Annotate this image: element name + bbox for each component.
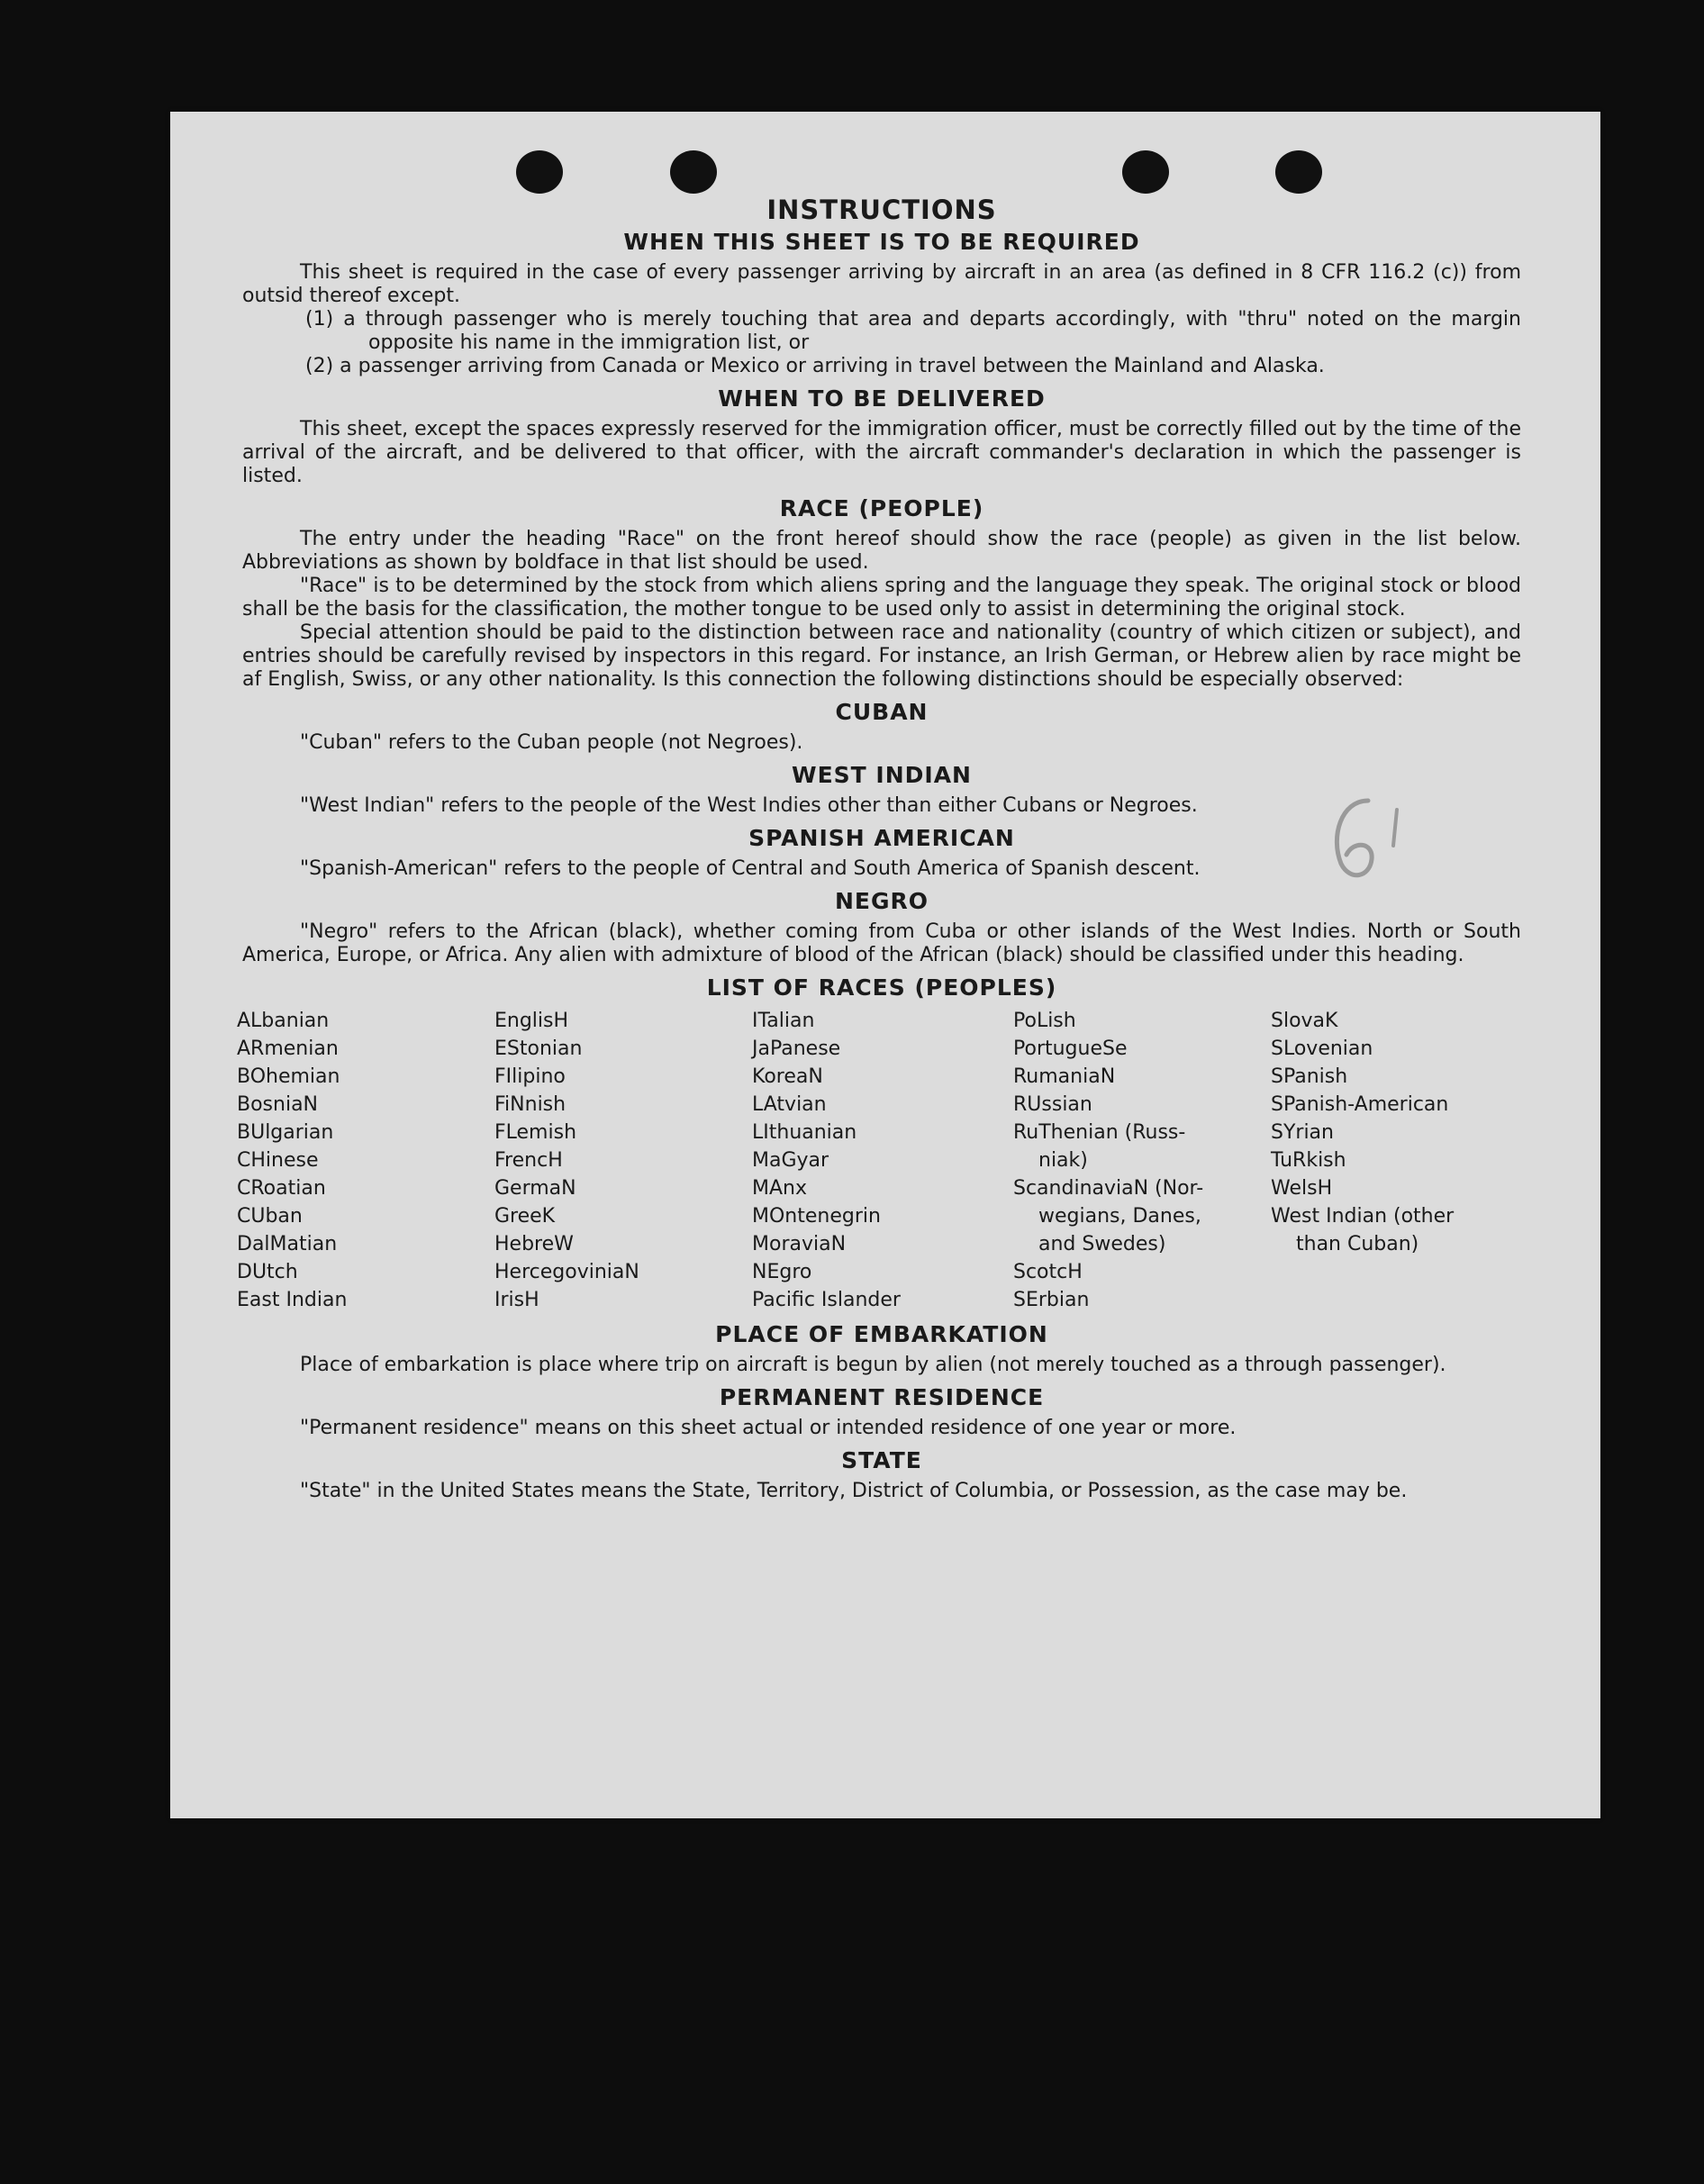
race-list-item-continued: niak): [1038, 1149, 1088, 1172]
race-list-item: RUssian: [1013, 1093, 1092, 1116]
race-list-item: MOntenegrin: [752, 1205, 881, 1228]
race-list-item: IrisH: [494, 1289, 539, 1311]
section-heading-required: WHEN THIS SHEET IS TO BE REQUIRED: [623, 229, 1140, 255]
spanish-american-text: "Spanish-American" refers to the people of Central and South America of Spanish descent.: [300, 857, 1201, 880]
state-text: "State" in the United States means the State, Territory, District of Columbia, or Possession, as the case may be.: [300, 1480, 1408, 1502]
race-list-item: SPanish-American: [1271, 1093, 1449, 1116]
required-item-2: (2) a passenger arriving from Canada or Mexico or arriving in travel between the Mainland and Alaska.: [305, 355, 1325, 377]
race-list: [237, 1007, 1521, 1314]
race-list-column-3: [752, 1007, 1013, 1314]
race-list-item: RumaniaN: [1013, 1065, 1116, 1088]
race-list-item: EStonian: [494, 1038, 583, 1060]
race-list-item: SlovaK: [1271, 1010, 1338, 1032]
race-list-item: DUtch: [237, 1261, 298, 1283]
race-list-item: ITalian: [752, 1010, 815, 1032]
race-list-column-4: [1013, 1007, 1271, 1314]
race-list-item: SPanish: [1271, 1065, 1348, 1088]
race-list-item: HebreW: [494, 1233, 574, 1255]
race-list-item: FIlipino: [494, 1065, 566, 1088]
section-heading-cuban: CUBAN: [835, 699, 929, 725]
race-paragraph-3: Special attention should be paid to the distinction between race and nationality (country of which citizen or subject), and entries should be carefully revised by inspectors in this regard. For instance, an Irish German, or Hebrew alien by race might be af English, Swiss, or any other nationality. Is this connection the following distinctions should be especially observed:: [242, 621, 1521, 691]
race-list-item: KoreaN: [752, 1065, 823, 1088]
race-list-item: NEgro: [752, 1261, 812, 1283]
race-list-item: JaPanese: [752, 1038, 841, 1060]
punch-hole: [1275, 150, 1322, 194]
race-list-item: DalMatian: [237, 1233, 338, 1255]
race-list-item: LAtvian: [752, 1093, 827, 1116]
west-indian-text: "West Indian" refers to the people of the West Indies other than either Cubans or Negroes.: [300, 794, 1198, 817]
race-list-item: Pacific Islander: [752, 1289, 901, 1311]
section-heading-residence: PERMANENT RESIDENCE: [719, 1384, 1045, 1410]
race-paragraph-1: The entry under the heading "Race" on the front hereof should show the race (people) as given in the list below. Abbreviations as shown by boldface in that list should be used.: [242, 528, 1521, 574]
section-heading-negro: NEGRO: [834, 888, 929, 914]
section-heading-west-indian: WEST INDIAN: [792, 762, 972, 788]
race-list-column-1: [237, 1007, 494, 1314]
race-list-item: FLemish: [494, 1121, 577, 1144]
required-item-1: (1) a through passenger who is merely touching that area and departs accordingly, with "thru" noted on the margin opposite his name in the immigration list, or: [305, 308, 1521, 354]
race-list-item: SYrian: [1271, 1121, 1334, 1144]
negro-text: "Negro" refers to the African (black), whether coming from Cuba or other islands of the West Indies. North or South America, Europe, or Africa. Any alien with admixture of blood of the African (black) should be classified under this heading.: [242, 920, 1521, 966]
race-list-item-continued: wegians, Danes,: [1038, 1205, 1201, 1228]
race-list-item: HercegoviniaN: [494, 1261, 639, 1283]
race-list-item: MoraviaN: [752, 1233, 847, 1255]
race-list-item: ALbanian: [237, 1010, 330, 1032]
race-list-item: CRoatian: [237, 1177, 326, 1200]
race-list-item: WelsH: [1271, 1177, 1333, 1200]
race-list-item: GermaN: [494, 1177, 576, 1200]
race-list-item: LIthuanian: [752, 1121, 857, 1144]
race-list-item: MAnx: [752, 1177, 807, 1200]
race-list-item: SErbian: [1013, 1289, 1090, 1311]
embarkation-text: Place of embarkation is place where trip on aircraft is begun by alien (not merely touched as a through passenger).: [300, 1354, 1446, 1376]
race-list-item: CHinese: [237, 1149, 319, 1172]
race-paragraph-2: "Race" is to be determined by the stock from which aliens spring and the language they speak. The original stock or blood shall be the basis for the classification, the mother tongue to be used only to assist in determining the original stock.: [242, 575, 1521, 621]
race-list-item: CUban: [237, 1205, 303, 1228]
race-list-item: ScotcH: [1013, 1261, 1083, 1283]
race-list-column-2: [494, 1007, 752, 1314]
race-list-item: PoLish: [1013, 1010, 1076, 1032]
race-list-column-5: [1271, 1007, 1505, 1314]
race-list-item: MaGyar: [752, 1149, 829, 1172]
race-list-item: TuRkish: [1271, 1149, 1346, 1172]
race-list-item: BosniaN: [237, 1093, 319, 1116]
race-list-item: East Indian: [237, 1289, 348, 1311]
race-list-item-continued: than Cuban): [1296, 1233, 1419, 1255]
residence-text: "Permanent residence" means on this sheet actual or intended residence of one year or more.: [300, 1417, 1237, 1439]
race-list-item: ARmenian: [237, 1038, 339, 1060]
punch-hole: [1122, 150, 1169, 194]
race-list-item: EnglisH: [494, 1010, 569, 1032]
race-list-item: SLovenian: [1271, 1038, 1373, 1060]
punch-hole: [670, 150, 717, 194]
required-intro: This sheet is required in the case of every passenger arriving by aircraft in an area (as defined in 8 CFR 116.2 (c)) from outsid thereof except.: [242, 261, 1521, 307]
section-heading-race: RACE (PEOPLE): [779, 495, 984, 521]
race-list-item: BUlgarian: [237, 1121, 334, 1144]
race-list-item-continued: and Swedes): [1038, 1233, 1166, 1255]
race-list-item: PortugueSe: [1013, 1038, 1128, 1060]
section-heading-delivered: WHEN TO BE DELIVERED: [718, 385, 1046, 412]
section-heading-spanish-american: SPANISH AMERICAN: [748, 825, 1015, 851]
page-title: INSTRUCTIONS: [766, 195, 997, 225]
section-heading-state: STATE: [841, 1447, 922, 1473]
section-heading-embarkation: PLACE OF EMBARKATION: [715, 1321, 1048, 1347]
punch-hole: [516, 150, 563, 194]
section-heading-list-of-races: LIST OF RACES (PEOPLES): [706, 974, 1057, 1001]
race-list-item: RuThenian (Russ-: [1013, 1121, 1186, 1144]
delivered-text: This sheet, except the spaces expressly reserved for the immigration officer, must be correctly filled out by the time of the arrival of the aircraft, and be delivered to that officer, with the aircraft commander's declaration in which the passenger is listed.: [242, 418, 1521, 487]
instructions-content: [237, 195, 1521, 1503]
race-list-item: FiNnish: [494, 1093, 566, 1116]
race-list-item: BOhemian: [237, 1065, 340, 1088]
cuban-text: "Cuban" refers to the Cuban people (not Negroes).: [300, 731, 803, 754]
race-list-item: GreeK: [494, 1205, 556, 1228]
race-list-item: ScandinaviaN (Nor-: [1013, 1177, 1204, 1200]
race-list-item: West Indian (other: [1271, 1205, 1455, 1228]
document-sheet: [170, 112, 1600, 1818]
race-list-item: FrencH: [494, 1149, 563, 1172]
